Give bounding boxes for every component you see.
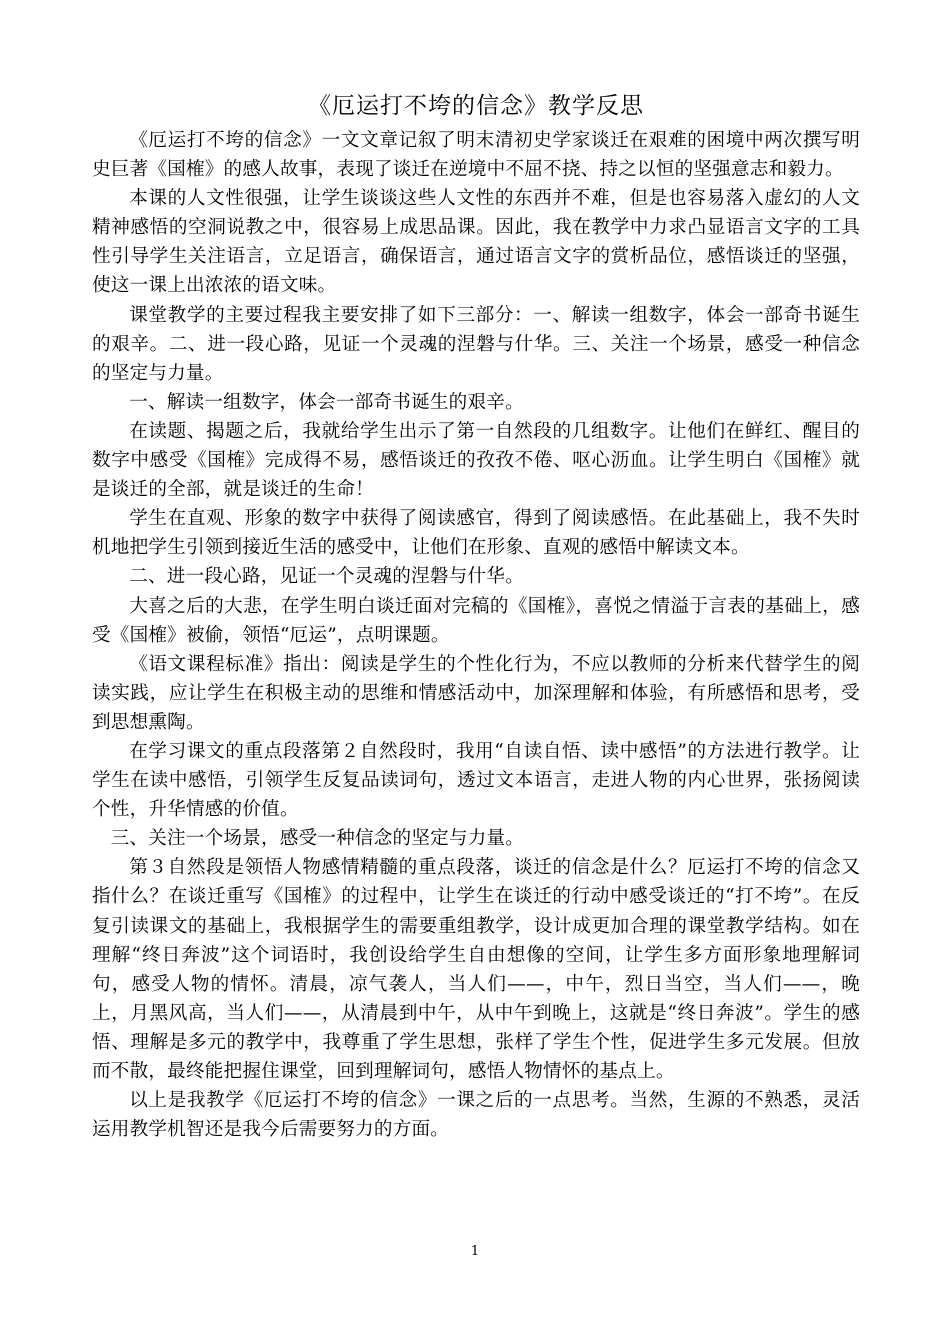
paragraph-intro: 《厄运打不垮的信念》一文文章记叙了明末清初史学家谈迁在艰难的困境中两次撰写明史巨著《国榷》的感人故事，表现了谈迁在逆境中不屈不挠、持之以恒的坚强意志和毅力。: [92, 130, 860, 181]
paragraph-section3-body: 第３自然段是领悟人物感情精髓的重点段落，谈迁的信念是什么？厄运打不垮的信念又指什么？在谈迁重写《国榷》的过程中，让学生在谈迁的行动中感受谈迁的“打不垮”。在反复引读课文的基础上，我根据学生的需要重组教学，设计成更加合理的课堂教学结构。如在理解“终日奔波”这个词语时，我创设给学生自由想像的空间，让学生多方面形象地理解词句，感受人物的情怀。清晨，凉气袭人，当人们——，中午，烈日当空，当人们——，晚上，月黑风高，当人们——，从清晨到中午，从中午到晚上，这就是“终日奔波”。学生的感悟、理解是多元的教学中，我尊重了学生思想，张样了学生个性，促进学生多元发展。但放而不散，最终能把握住课堂，回到理解词句，感悟人物情怀的基点上。: [92, 857, 860, 1082]
paragraph-humanistic: 本课的人文性很强，让学生谈谈这些人文性的东西并不难，但是也容易落入虚幻的人文精神感悟的空洞说教之中，很容易上成思品课。因此，我在教学中力求凸显语言文字的工具性引导学生关注语言，立足语言，确保语言，通过语言文字的赏析品位，感悟谈迁的坚强，使这一课上出浓浓的语文味。: [92, 188, 860, 297]
section-heading-3: 三、关注一个场景，感受一种信念的坚定与力量。: [110, 828, 525, 850]
paragraph-section2-body: 大喜之后的大悲，在学生明白谈迁面对完稿的《国榷》，喜悦之情溢于言表的基础上，感受《国榷》被偷，领悟“厄运”，点明课题。: [92, 595, 860, 646]
paragraph-curriculum-standard: 《语文课程标准》指出：阅读是学生的个性化行为，不应以教师的分析来代替学生的阅读实践，应让学生在积极主动的思维和情感活动中，加深理解和体验，有所感悟和思考，受到思想熏陶。: [92, 653, 860, 733]
page-number: 1: [470, 1244, 480, 1259]
paragraph-key-paragraph-2: 在学习课文的重点段落第２自然段时，我用“自读自悟、读中感悟”的方法进行教学。让学生在读中感悟，引领学生反复品读词句，透过文本语言，走进人物的内心世界，张扬阅读个性，升华情感的价值。: [92, 740, 860, 821]
paragraph-section1-body: 在读题、揭题之后，我就给学生出示了第一自然段的几组数字。让他们在鲜红、醒目的数字中感受《国榷》完成得不易，感悟谈迁的孜孜不倦、呕心沥血。让学生明白《国榷》就是谈迁的全部，就是谈迁的生命！: [92, 420, 860, 501]
section-heading-1: 一、解读一组数字，体会一部奇书诞生的艰辛。: [129, 391, 524, 413]
paragraph-process-overview: 课堂教学的主要过程我主要安排了如下三部分：一、解读一组数字，体会一部奇书诞生的艰辛。二、进一段心路，见证一个灵魂的涅磐与什华。三、关注一个场景，感受一种信念的坚定与力量。: [92, 304, 860, 384]
paragraph-section1-follow: 学生在直观、形象的数字中获得了阅读感官，得到了阅读感悟。在此基础上，我不失时机地把学生引领到接近生活的感受中，让他们在形象、直观的感悟中解读文本。: [92, 508, 860, 559]
document-page: [92, 88, 860, 1144]
section-heading-2: 二、进一段心路，见证一个灵魂的涅磐与什华。: [129, 566, 524, 588]
document-title: 《厄运打不垮的信念》教学反思: [308, 93, 644, 119]
paragraph-conclusion: 以上是我教学《厄运打不垮的信念》一课之后的一点思考。当然，生源的不熟悉，灵活运用教学机智还是我今后需要努力的方面。: [92, 1090, 860, 1141]
